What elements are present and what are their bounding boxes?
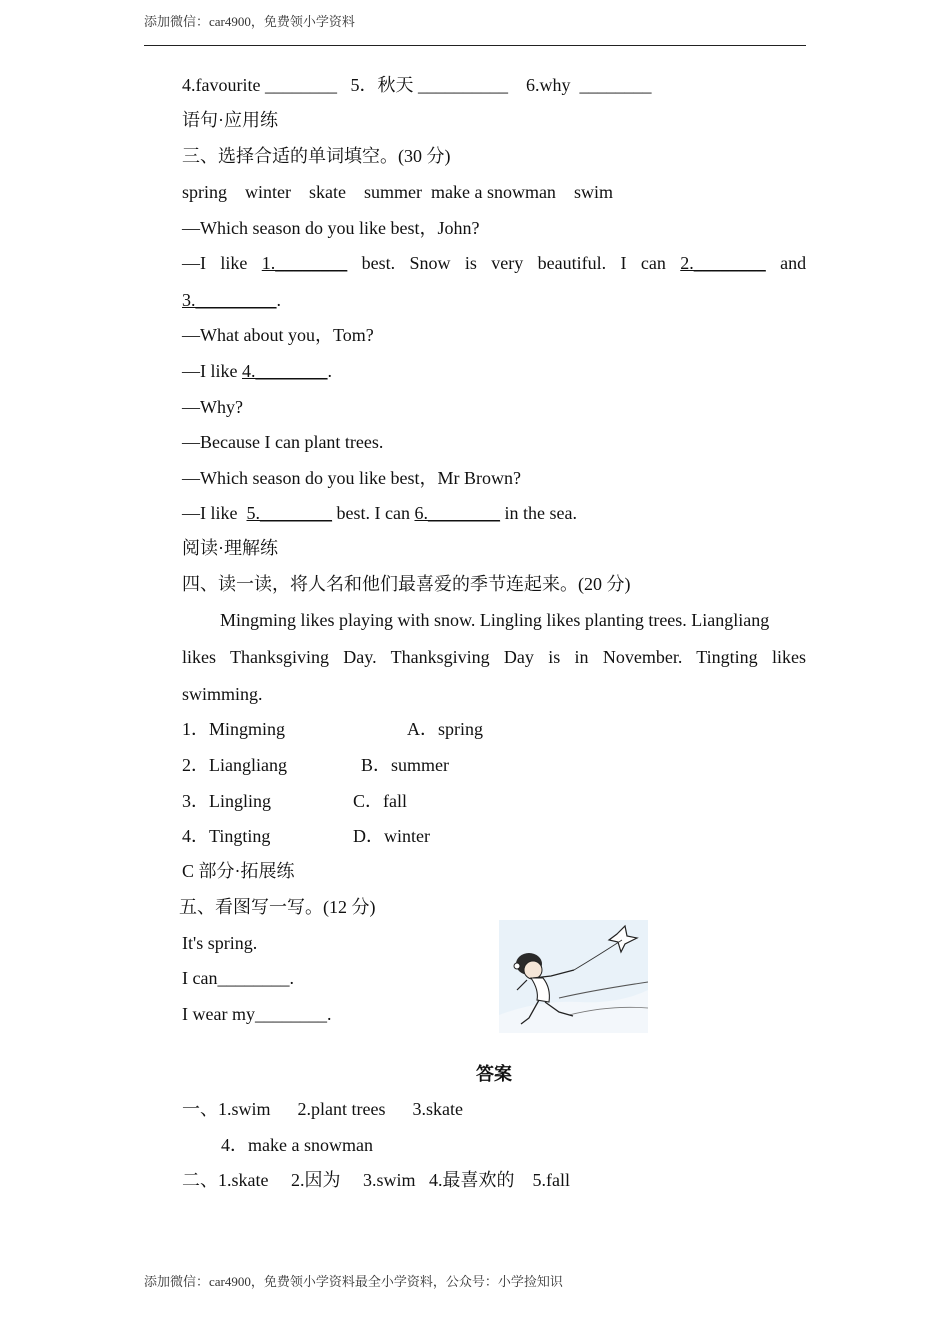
- blank-6: ________: [579, 75, 652, 95]
- q3-title: 三、选择合适的单词填空。(30 分): [182, 146, 451, 166]
- word-make-a-snowman: make a snowman: [430, 182, 556, 202]
- blank-5: 5.________: [246, 503, 332, 523]
- period: .: [276, 290, 281, 310]
- word-spring: spring: [182, 182, 227, 202]
- text: —I like: [182, 503, 242, 523]
- word: can: [640, 253, 666, 273]
- dialog-line-4: —What about you，Tom?: [182, 325, 374, 345]
- word: like: [220, 253, 248, 273]
- q5-line-2: I can________.: [182, 968, 294, 988]
- text: best. I can: [332, 503, 415, 523]
- q5-title: 五、看图写一写。(12 分): [179, 897, 376, 917]
- name-1: 1．Mingming: [182, 719, 286, 739]
- period: .: [327, 361, 332, 381]
- season-b: B．summer: [361, 755, 449, 775]
- word: beautiful.: [537, 253, 607, 273]
- text: —I like: [182, 361, 242, 381]
- answer-item: 5.fall: [532, 1170, 570, 1190]
- page-footer: 添加微信：car4900，免费领小学资料最全小学资料，公众号：小学捡知识: [144, 1274, 563, 1289]
- season-a: A．spring: [407, 719, 483, 739]
- dialog-line-8: —Which season do you like best，Mr Brown?: [182, 468, 521, 488]
- q5-line-1: It's spring.: [182, 933, 258, 953]
- item-4: 4.favourite: [182, 75, 261, 95]
- word: and: [780, 253, 807, 273]
- q4-paragraph-line-2: likes Thanksgiving Day. Thanksgiving Day is in November. Tingting likes: [182, 647, 806, 667]
- text: in the sea.: [499, 503, 577, 523]
- q4-paragraph-line-1: Mingming likes playing with snow. Lingling likes planting trees. Liangliang: [220, 610, 770, 630]
- answer-item: 1.skate: [218, 1170, 269, 1190]
- item-6: 6.why: [525, 75, 571, 95]
- blank-5: __________: [417, 75, 508, 95]
- word-swim: swim: [573, 182, 613, 202]
- season-c: C．fall: [353, 791, 407, 811]
- header-divider: [144, 45, 806, 46]
- blank-1: 1.________: [261, 253, 348, 273]
- word: Snow: [409, 253, 451, 273]
- vocab-row: [182, 74, 651, 96]
- blank-6: 6.________: [414, 503, 500, 523]
- answer-section-2: [182, 1169, 570, 1191]
- dialog-line-2: [182, 252, 806, 274]
- season-d: D．winter: [353, 826, 430, 846]
- blank-3: 3._________: [182, 290, 277, 310]
- answer-item: 3.swim: [362, 1170, 416, 1190]
- blank-4: 4.________: [242, 361, 328, 381]
- name-4: 4．Tingting: [182, 826, 271, 846]
- word-skate: skate: [308, 182, 346, 202]
- blank-2: 2.________: [680, 253, 766, 273]
- girl-flying-kite-image: [499, 920, 648, 1033]
- section-reading-heading: 阅读·理解练: [182, 538, 278, 558]
- dialog-line-3: [182, 289, 281, 311]
- word: —I: [182, 253, 206, 273]
- blank-4: ________: [264, 75, 337, 95]
- section-sentence-heading: 语句·应用练: [182, 110, 278, 130]
- answer-prefix: 二、: [182, 1170, 218, 1190]
- word-summer: summer: [363, 182, 422, 202]
- name-2: 2．Liangliang: [182, 755, 287, 775]
- word-winter: winter: [245, 182, 291, 202]
- answer-prefix: 一、: [182, 1099, 218, 1119]
- answers-title: 答案: [476, 1064, 512, 1084]
- dialog-line-5: [182, 360, 332, 382]
- section-extend-heading: C 部分·拓展练: [182, 861, 295, 881]
- answer-item: 1.swim: [218, 1099, 271, 1119]
- dialog-line-7: —Because I can plant trees.: [182, 432, 384, 452]
- q4-paragraph-line-3: swimming.: [182, 684, 263, 704]
- dialog-line-6: —Why?: [182, 397, 243, 417]
- word: best.: [361, 253, 396, 273]
- dialog-line-1: —Which season do you like best，John?: [182, 218, 480, 238]
- page-header: 添加微信：car4900，免费领小学资料: [144, 14, 355, 29]
- answer-item: 2.因为: [290, 1170, 341, 1190]
- answer-item: 4.最喜欢的: [429, 1170, 515, 1190]
- answer-item: 2.plant trees: [297, 1099, 386, 1119]
- answer-item: 3.skate: [412, 1099, 463, 1119]
- dialog-line-9: [182, 502, 577, 524]
- word: I: [620, 253, 627, 273]
- answer-section-1: [182, 1098, 463, 1120]
- item-5: 5．秋天: [350, 75, 414, 95]
- q3-word-bank: [182, 181, 613, 203]
- word: is: [464, 253, 477, 273]
- q4-title: 四、读一读，将人名和他们最喜爱的季节连起来。(20 分): [182, 574, 631, 594]
- name-3: 3．Lingling: [182, 791, 271, 811]
- answer-1-4: 4．make a snowman: [221, 1135, 373, 1155]
- q5-line-3: I wear my________.: [182, 1004, 332, 1024]
- word: very: [491, 253, 524, 273]
- kite-illustration: [499, 920, 648, 1033]
